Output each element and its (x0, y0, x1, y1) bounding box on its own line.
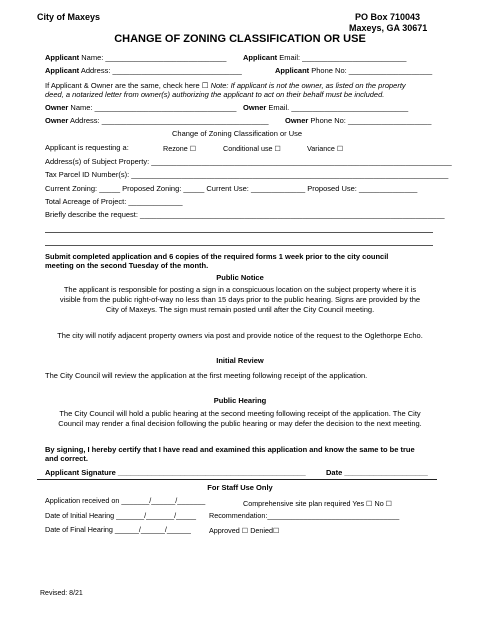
applicant-email-field[interactable]: Applicant Email: _________________________ (243, 53, 407, 62)
site-plan-required-field[interactable]: Comprehensive site plan required Yes ☐ No ☐ (243, 499, 393, 508)
conditional-use-checkbox[interactable]: Conditional use ☐ (223, 144, 281, 153)
zoning-use-fields[interactable]: Current Zoning: _____ Proposed Zoning: _____ Current Use: _____________ Proposed Use: ______________ (45, 184, 418, 193)
recommendation-field[interactable]: Recommendation:_________________________________ (209, 511, 400, 520)
staff-divider (37, 479, 437, 480)
rezone-checkbox[interactable]: Rezone ☐ (163, 144, 197, 153)
request-section-title: Change of Zoning Classification or Use (172, 129, 303, 138)
public-hearing-title: Public Hearing (213, 396, 267, 405)
subject-property-address-field[interactable]: Address(s) of Subject Property: ________________________________________________________________________ (45, 157, 452, 166)
public-notice-line1: The applicant is responsible for posting a sign in a conspicuous location on the subject property where it is (63, 285, 417, 294)
initial-review-title: Initial Review (216, 356, 264, 365)
owner-authorization-note: deed, a notarized letter from owner(s) authorizing the applicant to act on their behalf must be included. (45, 90, 385, 99)
application-received-field[interactable]: Application received on _______/______/_______ (45, 496, 206, 505)
describe-request-field[interactable]: Briefly describe the request: _________________________________________________________________________ (45, 210, 445, 219)
public-notice-title: Public Notice (216, 273, 264, 282)
submit-note-line2: meeting on the second Tuesday of the month. (45, 261, 209, 270)
owner-name-field[interactable]: Owner Name: __________________________________ (45, 103, 237, 112)
city-name: City of Maxeys (37, 12, 101, 22)
certify-line1: By signing, I hereby certify that I have read and examined this application and know the same to be true (45, 445, 415, 454)
same-owner-checkbox-line[interactable]: If Applicant & Owner are the same, check here ☐ Note: If applicant is not the owner, as listed on the property (45, 81, 406, 90)
public-notice-line2: visible from the public right-of-way no less than 15 days prior to the public hearing. Signs are provided by the (59, 295, 421, 304)
total-acreage-field[interactable]: Total Acreage of Project: _____________ (45, 197, 183, 206)
signature-date-field[interactable]: Date ____________________ (326, 468, 428, 477)
applicant-signature-field[interactable]: Applicant Signature _____________________________________________ (45, 468, 306, 477)
public-hearing-line2: Council may render a final decision following the public hearing or may defer the decision to the next meeting. (58, 419, 422, 428)
approved-denied-checkboxes[interactable]: Approved ☐ Denied☐ (209, 526, 280, 535)
public-notice-line3: City of Maxeys. The sign must remain posted until after the City Council meeting. (105, 305, 375, 314)
revised-date: Revised: 8/21 (40, 590, 83, 597)
final-hearing-date-field[interactable]: Date of Final Hearing ______/______/______ (45, 525, 191, 534)
po-box: PO Box 710043 (355, 12, 421, 22)
describe-line-2[interactable] (45, 232, 433, 233)
form-title: CHANGE OF ZONING CLASSIFICATION OR USE (114, 33, 366, 45)
request-label: Applicant is requesting a: (45, 143, 129, 152)
tax-parcel-field[interactable]: Tax Parcel ID Number(s): ____________________________________________________________________________ (45, 170, 449, 179)
variance-checkbox[interactable]: Variance ☐ (307, 144, 344, 153)
initial-review-text: The City Council will review the application at the first meeting following receipt of the application. (45, 371, 368, 380)
city-state-zip: Maxeys, GA 30671 (349, 23, 428, 33)
applicant-phone-field[interactable]: Applicant Phone No: ____________________ (275, 66, 433, 75)
owner-phone-field[interactable]: Owner Phone No: ____________________ (285, 116, 432, 125)
owner-address-field[interactable]: Owner Address: ________________________________________ (45, 116, 269, 125)
submit-note-line1: Submit completed application and 6 copies of the required forms 1 week prior to the city council (45, 252, 389, 261)
describe-line-3[interactable] (45, 245, 433, 246)
owner-email-field[interactable]: Owner Email. ____________________________ (243, 103, 409, 112)
applicant-name-field[interactable]: Applicant Name: _____________________________ (45, 53, 227, 62)
public-hearing-line1: The City Council will hold a public hearing at the second meeting following receipt of the application. The City (59, 409, 421, 418)
staff-use-title: For Staff Use Only (207, 483, 273, 492)
applicant-address-field[interactable]: Applicant Address: _______________________________ (45, 66, 242, 75)
certify-line2: and correct. (45, 454, 88, 463)
notify-owners-text: The city will notify adjacent property owners via post and provide notice of the request to the Oglethorpe Echo. (57, 331, 423, 340)
initial-hearing-date-field[interactable]: Date of Initial Hearing _______/_______/_____ (45, 511, 197, 520)
